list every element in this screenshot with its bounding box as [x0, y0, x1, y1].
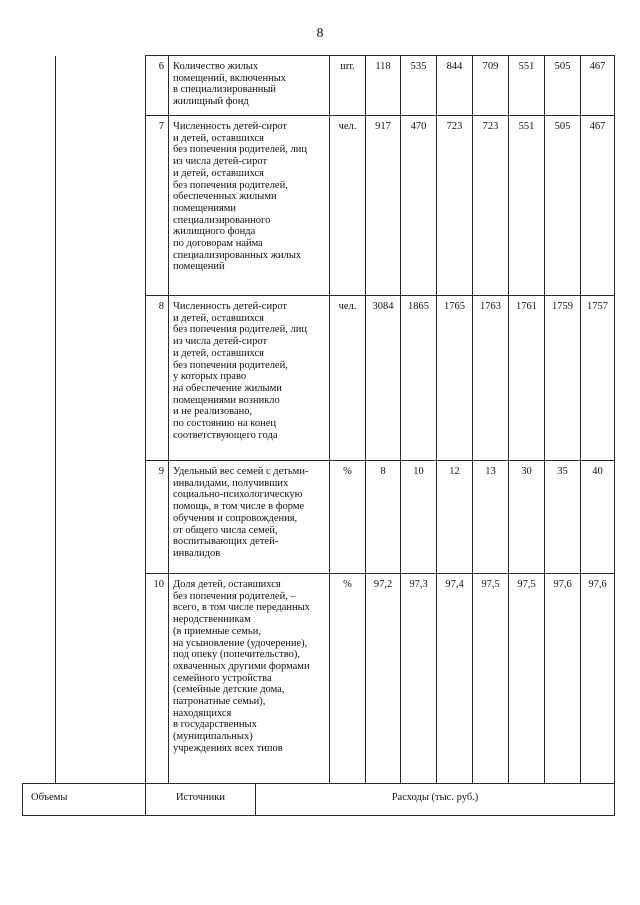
value-cell: 470 [401, 116, 437, 296]
indicator-name: Численность детей-сирот и детей, оставшихся без попечения родителей, лиц из числа детей-сирот и детей, оставшихся без попечения родителей, у которых право на обеспечение жилыми помещениями возникло и не реализовано, по состоянию на конец соответствующего года [169, 296, 330, 461]
indicator-name: Удельный вес семей с детьми- инвалидами, получивших социально-психологическую помощь, в том числе в форме обучения и сопровождения, от общего числа семей, воспитывающих детей- инвалидов [169, 461, 330, 574]
value-cell: 709 [473, 56, 509, 116]
page-number: 8 [316, 26, 324, 41]
indicator-name: Численность детей-сирот и детей, оставшихся без попечения родителей, лиц из числа детей-сирот и детей, оставшихся без попечения родителей, обеспеченных жилыми помещениями специализированного жилищного фонда по договорам найма специализированных жилых помещений [169, 116, 330, 296]
value-cell: 844 [437, 56, 473, 116]
value-cell: 1759 [545, 296, 581, 461]
value-cell: 30 [509, 461, 545, 574]
value-cell: 551 [509, 56, 545, 116]
volumes-header: Объемы [23, 784, 146, 816]
table-row [56, 56, 615, 116]
value-cell: 467 [581, 56, 615, 116]
indicator-name: Доля детей, оставшихся без попечения родителей, – всего, в том числе переданных неродственникам (в приемные семьи, на усыновление (удочерение), под опеку (попечительство), охваченных другими формами семейного устройства (семейные детские дома, патронатные семьи), находящихся в государственных (муниципальных) учреждениях всех типов [169, 574, 330, 784]
table-body [56, 56, 615, 784]
value-cell: 97,5 [473, 574, 509, 784]
value-cell: 97,2 [366, 574, 401, 784]
row-number: 9 [146, 461, 169, 574]
left-blank-column [56, 56, 146, 784]
row-number: 7 [146, 116, 169, 296]
value-cell: 118 [366, 56, 401, 116]
indicators-table [55, 55, 615, 784]
value-cell: 1763 [473, 296, 509, 461]
value-cell: 535 [401, 56, 437, 116]
table-row [23, 784, 615, 816]
value-cell: 40 [581, 461, 615, 574]
unit-cell: % [330, 461, 366, 574]
value-cell: 551 [509, 116, 545, 296]
value-cell: 13 [473, 461, 509, 574]
value-cell: 97,4 [437, 574, 473, 784]
unit-cell: % [330, 574, 366, 784]
row-number: 6 [146, 56, 169, 116]
value-cell: 97,6 [581, 574, 615, 784]
value-cell: 1865 [401, 296, 437, 461]
value-cell: 505 [545, 56, 581, 116]
value-cell: 97,5 [509, 574, 545, 784]
value-cell: 97,3 [401, 574, 437, 784]
value-cell: 8 [366, 461, 401, 574]
sources-header: Источники [146, 784, 256, 816]
value-cell: 97,6 [545, 574, 581, 784]
value-cell: 917 [366, 116, 401, 296]
value-cell: 10 [401, 461, 437, 574]
funding-table-header [22, 783, 615, 816]
row-number: 10 [146, 574, 169, 784]
value-cell: 1761 [509, 296, 545, 461]
value-cell: 35 [545, 461, 581, 574]
value-cell: 3084 [366, 296, 401, 461]
value-cell: 1765 [437, 296, 473, 461]
unit-cell: шт. [330, 56, 366, 116]
value-cell: 505 [545, 116, 581, 296]
expenses-header: Расходы (тыс. руб.) [256, 784, 615, 816]
value-cell: 467 [581, 116, 615, 296]
unit-cell: чел. [330, 296, 366, 461]
value-cell: 1757 [581, 296, 615, 461]
value-cell: 723 [437, 116, 473, 296]
value-cell: 723 [473, 116, 509, 296]
unit-cell: чел. [330, 116, 366, 296]
row-number: 8 [146, 296, 169, 461]
indicator-name: Количество жилых помещений, включенных в специализированный жилищный фонд [169, 56, 330, 116]
value-cell: 12 [437, 461, 473, 574]
